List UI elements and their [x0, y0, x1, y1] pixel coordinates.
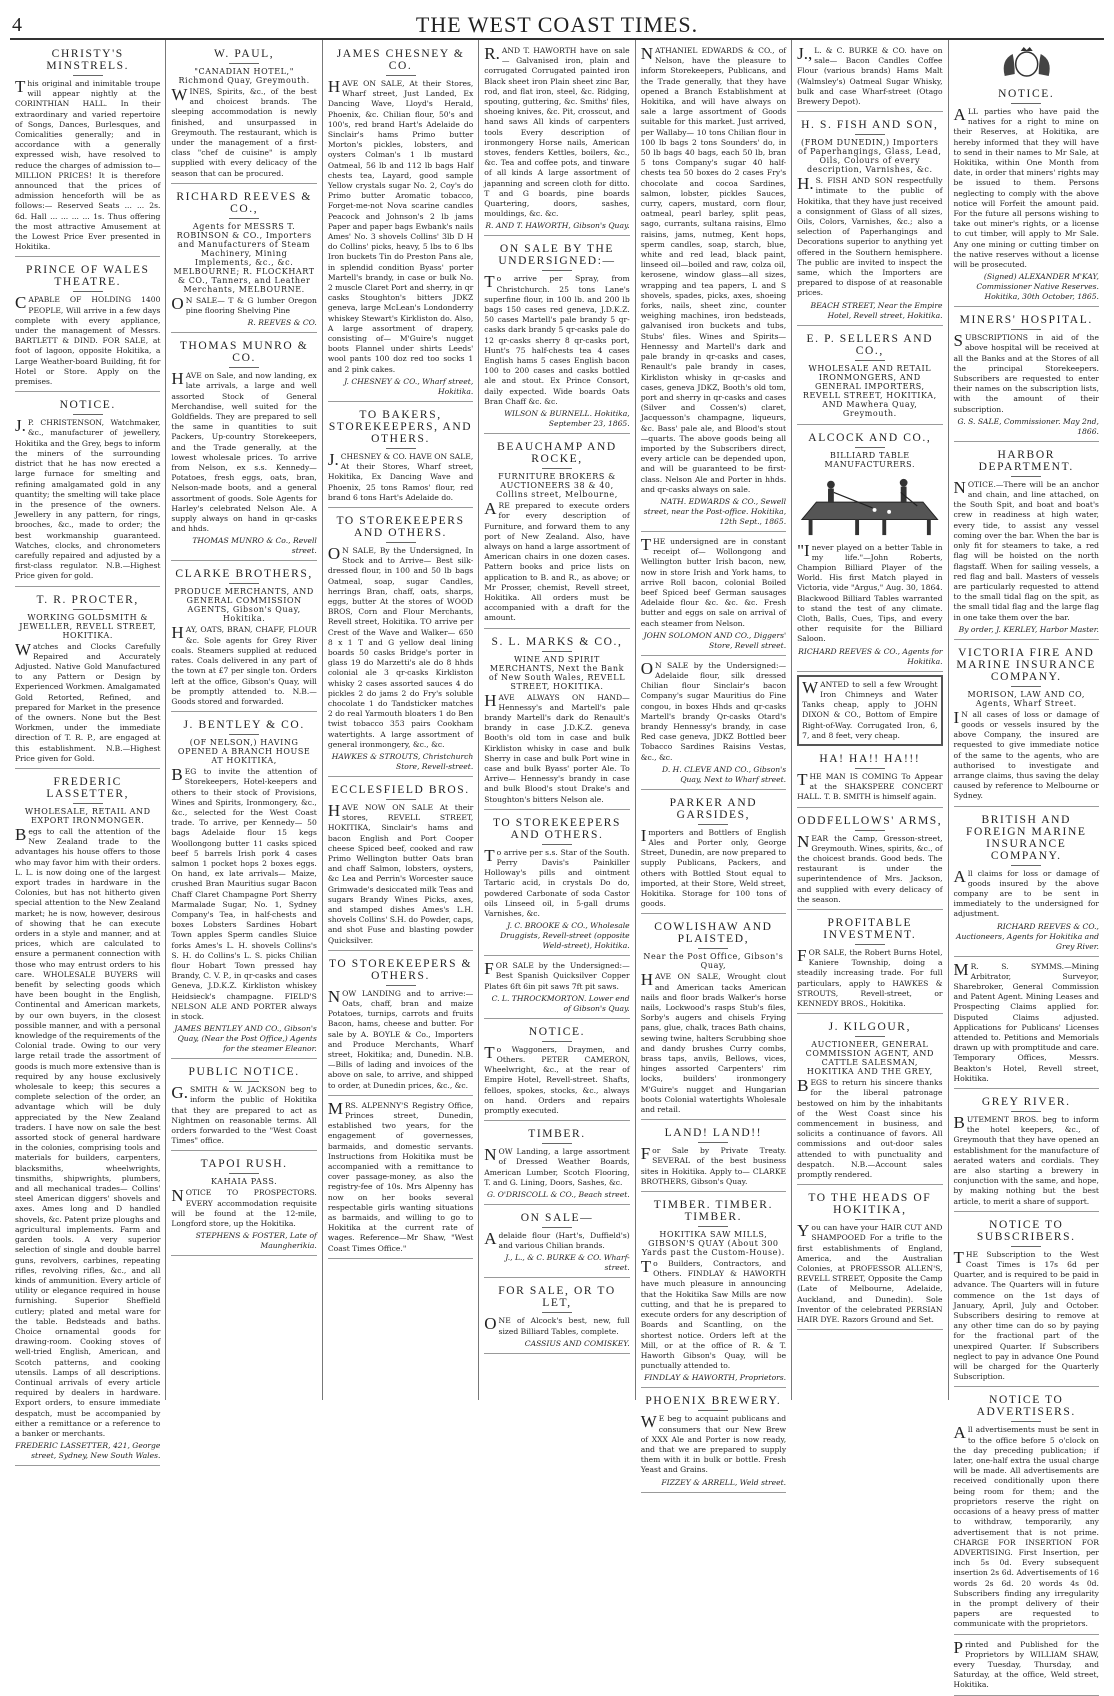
ad-body: HAVE ALWAYS ON HAND— Hennessy's and Martell's pale brandy Martell's dark do Renault's brandy in case J.D.K.Z. geneva Booth's old tom in case and bulk Kirkliston whisky in case and bulk Sherry in case and bulk Port wine in case and bulk Byass' porter Ale. To Arrive— Hennessy's brandy in case and bulk Blood's stout Drake's and Stoughton's bitters Nelson ale.: [484, 690, 630, 804]
ad-body: HAVE NOW ON SALE At their stores, REVELL STREET, HOKITIKA, Sinclair's hams and bacon English and Port Cooper cheese Spiced beef, cooked and raw Primo Wellington butter Oats bran and chaff Salmon, lobsters, oysters, &c Lea and Perrin's Worcester sauce Grimwade's desiccated milk Teas and sugars Brandy Wines Picks, axes, and stamped dishes Ames's L.H. shovels Collins' S.H. do Powder, caps, and shot Fuse and blasting powder Quicksilver.: [327, 800, 474, 945]
ad-heading: ECCLESFIELD BROS.: [331, 783, 470, 796]
advertisement: [171, 1154, 316, 1256]
billiard-table-illustration: [797, 472, 942, 540]
ad-heading: T. R. PROCTER,: [36, 593, 139, 606]
advertisement: [15, 772, 160, 1466]
advertisement: [328, 44, 473, 402]
divider: [386, 985, 416, 986]
ad-signature: FIZZEY & ARRELL, Weld street.: [661, 1477, 787, 1487]
advertisement: [15, 260, 160, 392]
ad-heading: FREDERIC LASSETTER,: [46, 775, 130, 800]
divider: [542, 1227, 572, 1228]
divider: [542, 1041, 572, 1042]
ad-body: ARE prepared to execute orders for every description of Furniture, and forward them to any port of New Zealand. Also, have always on hand a large assortment of American chairs in one dozen cases. Pattern books and price lists on application to B. and R., as above; or Mr Prosser, chemist, Revell street, Hokitika. All orders must be accompanied with a draft for the amount.: [484, 499, 630, 623]
ad-body: H.S. FISH AND SON respectfully intimate to the public of Hokitika, that they have just received a consignment of Glass of all sizes, Oils, Colors, Varnishes, &c.; also a selection of Paperhangings and Decorations superior to anything yet offered in the Southern hemisphere. The public are invited to inspect the same, which the Importers are prepared to dispose of at reasonable prices.: [797, 174, 943, 298]
divider: [855, 830, 885, 831]
ad-body: FOR SALE by the Undersigned:— Best Spanish Quicksilver Copper Plates 6ft 6in pit saws 7ft pit saws.: [484, 959, 630, 991]
ad-heading: JAMES CHESNEY & CO.: [336, 48, 465, 72]
divider: [386, 75, 416, 76]
divider: [855, 447, 885, 448]
ad-body: ON SALE, By the Undersigned, In Stock and to Arrive— Best silk-dressed flour, in 100 and 50 lb bags Oatmeal, soap, sugar Candles, herrings Bran, chaff, oats, sharps, eggs, butter At the stores of WOOD BROS, Corn and Flour Merchants, Revell street, Hokitika. TO arrive per Crest of the Wave and Walker— 650 8 x 1 T and G yellow deal lining boards 50 casks Bridge's porter in glass 19 do Marzetti's ale do 8 hhds colonial ale 3 qr-casks Kirkliston whisky 2 cases assorted sauces 4 do pickles 2 do jams 2 do Fry's soluble chocolate 1 do Tandsticker matches 2 do real Yarmouth bloaters 1 do Ben twist tobacco 353 pairs Cookham watertights. A large assortment of general ironmongery, &c., &c.: [327, 543, 474, 749]
ad-heading: COWLISHAW AND PLAISTED,: [654, 921, 773, 946]
divider: [698, 948, 728, 949]
column-2: [166, 40, 322, 1400]
advertisement: [954, 1390, 1099, 1634]
ad-body: All advertisements must be sent in to the office before 5 o'clock on the day preceding publication; if later, one-half extra the usual charge will be made. All advertisements are received conditionally upon there being room for them; and the proprietors reserve the right on occasions of a heavy press of matter to withdraw, temporarily, any advertisement that is not prime. CHARGE FOR INSERTION FOR ADVERTISING. First Insertion, per inch 5s 0d. Every subsequent insertion 2s 6d. Advertisements of 16 words 2s 6d. 20 words 4s 0d. Subscribers finding any irregularity in the prompt delivery of their papers are requested to communicate with the proprietors.: [953, 1423, 1099, 1629]
ad-heading: ALCOCK AND CO.,: [808, 431, 932, 444]
ad-body: HAY, OATS, BRAN, CHAFF, FLOUR &c. Sole agents for Grey River coals. Steamers supplied at reduced rates. Coals delivered in any part of the town at £7 per single ton. Orders left at the office, Gibson's Quay, will be promptly attended to. N.B.—Goods stored and forwarded.: [171, 623, 317, 706]
ad-heading: HA! HA!! HA!!!: [819, 752, 921, 765]
ad-body: ALL parties who have paid the natives for a right to mine on their Reserves, at Hokitika, are hereby informed that they will have to send in their names to Mr Sale, at Hokitika, within One Month from date, in order that miners' rights may be issued to them. Persons neglecting to comply with the above notice will Forfeit the amount paid. For the future all persons wishing to take out miner's rights, or a license to cut timber, will apply to Mr Sale. Any one mining or cutting timber on the native reserves without a license will be prosecuted.: [953, 105, 1099, 270]
ad-subheading: WORKING GOLDSMITH & JEWELLER, REVELL STREET, HOKITIKA.: [19, 612, 157, 640]
advertisement: [797, 811, 942, 910]
divider: [1011, 686, 1041, 687]
ad-signature: (Signed) ALEXANDER M'KAY, Commissioner Native Reserves. Hokitika, 30th October, 1865.: [976, 272, 1099, 302]
ad-heading: VICTORIA FIRE AND MARINE INSURANCE COMPANY.: [956, 646, 1097, 683]
advertisement: [641, 659, 786, 790]
ad-body: THE undersigned are in constant receipt of— Wollongong and Wellington butter Irish bacon, new, now in store Irish and York hams, to arrive Roll bacon, colonial Boiled beef Spiced beef German sausages Adelaide flour &c. &c. &c. Fresh butter and eggs on sale on arrival of each steamer from Nelson.: [640, 534, 787, 628]
ad-body: To Waggoners, Draymen, and Others. PETER CAMERON, Wheelwright, &c., at the rear of Empire Hotel, Revell-street. Shafts, felloes, spokes, stocks, &c., always on hand. Orders and repairs promptly executed.: [484, 1042, 630, 1116]
ad-signature: HAWKES & STROUTS, Christchurch Store, Revell-street.: [331, 751, 474, 771]
advertisement: [641, 1391, 786, 1492]
divider: [698, 1226, 728, 1227]
ad-body: MR. S. SYMMS.—Mining Arbitrator, Surveyor, Sharebroker, General Commission and Patent Agent. Mining Leases and Prospecting Claims applied for. Disputed Claims adjusted. Applications for Publicans' Licenses attended to. Petitions and Memorials drawn up with promptitude and care. Temporary Offices, Messrs. Beakton's Hotel, Revell street, Hokitika.: [953, 959, 1099, 1083]
ad-signature: NATH. EDWARDS & CO., Sewell street, near the Post-office. Hokitika, 12th Sept., 1865.: [643, 496, 787, 526]
divider: [542, 1143, 572, 1144]
ad-subheading: MORISON, LAW AND CO, Agents, Wharf Street.: [967, 689, 1086, 708]
ad-signature: By order, J. KERLEY, Harbor Master.: [958, 624, 1099, 634]
ad-heading: TO THE HEADS OF HOKITIKA,: [808, 1192, 932, 1217]
advertisement: [15, 395, 160, 586]
divider: [1011, 476, 1041, 477]
ad-heading: J. BENTLEY & CO.: [183, 719, 305, 732]
advertisement: [328, 780, 473, 951]
advertisement: [484, 959, 629, 1019]
ad-subheading: FURNITURE BROKERS & AUCTIONEERS 38 & 40, Collins street, Melbourne,: [496, 472, 618, 500]
ad-body: NOW LANDING and to arrive:— Oats, chaff, bran and maize Potatoes, turnips, carrots and fruits Bacon, hams, cheese and butter. For sale by A. BOYLE & Co., Importers and Produce Merchants, Wharf street, Hokitika; and, Dunedin. N.B.—Bills of lading and invoices of the above on sale, to arrive, and shipped to order, at Dunedin prices, &c., &c.: [327, 986, 474, 1090]
ad-body: THE MAN IS COMING To Appear at the SHAKSPERE CONCERT HALL. T. B. SMITH is himself again.: [797, 769, 943, 802]
advertisement: [484, 437, 629, 628]
ad-body: WE beg to acquaint publicans and consumers that our New Brew of XXX Ale and Porter is now ready, and that we are prepared to supply them with it in bulk or bottle. Fresh Yeast and Grains.: [640, 1412, 787, 1475]
divider: [73, 291, 103, 292]
ad-heading: TAPOI RUSH.: [200, 1158, 288, 1171]
ad-body: ONE of Alcock's best, new, full sized Billiard Tables, complete.: [484, 1314, 630, 1336]
advertisement: [484, 239, 629, 434]
advertisement: [641, 1123, 786, 1192]
advertisement: [171, 715, 316, 1059]
columns: [10, 40, 1104, 1690]
advertisement: [15, 590, 160, 769]
advertisement: [484, 1281, 629, 1353]
divider: [229, 1173, 259, 1174]
ad-heading: TO STOREKEEPERS & OTHERS.: [329, 957, 473, 982]
ad-heading: FOR SALE, OR TO LET,: [498, 1285, 616, 1310]
ad-body: FOR SALE, the Robert Burns Hotel, Kaniere Township, doing a steadily increasing trade. For full particulars, apply to HAWKES & STROUTS, Revell-street, or KENNEDY BROS., Hokitika.: [797, 945, 943, 1008]
ad-heading: CHRISTY'S MINSTRELS.: [46, 48, 130, 72]
divider: [542, 1312, 572, 1313]
divider: [73, 803, 103, 804]
advertisement: [954, 643, 1099, 807]
ad-heading: TO STOREKEEPERS AND OTHERS.: [492, 816, 621, 841]
advertisement: [328, 1099, 473, 1259]
advertisement: [954, 310, 1099, 442]
advertisement: [797, 44, 942, 112]
divider: [698, 1410, 728, 1411]
ad-signature: WILSON & BURNELL. Hokitika, September 23, 1865.: [504, 409, 630, 429]
ad-signature: G. S. SALE, Commissioner. May 2nd, 1866.: [957, 416, 1099, 436]
advertisement: [797, 428, 942, 672]
column-7: [949, 40, 1104, 1690]
ad-body: BUTEMENT BROS. beg to inform the hotel keepers, &c., of Greymouth that they have opened an establishment for the manufacture of aerated waters and cordials. They are also starting a brewery in conjunction with the same, and hope, by making nothing but the best article, to merit a share of support.: [953, 1113, 1099, 1206]
advertisement: [797, 1188, 942, 1330]
ad-signature: FREDERIC LASSETTER, 421, George street, Sydney, New South Wales.: [15, 1441, 161, 1461]
ad-subheading: WINE AND SPIRIT MERCHANTS, Next the Bank of New South Wales, REVELL STREET, HOKITIKA.: [488, 654, 626, 691]
ad-body: BEG to invite the attention of Storekeepers, Hotel-keepers and others to their stock of Provisions, Wines and Spirits, Ironmongery, &c., &c., selected for the West Coast trade. To arrive, per Kennedy— 50 bags Adelaide flour 15 kegs Woollongong butter 11 casks spiced beef 5 barrels Irish pork 4 cases salmon 1 pocket hops 2 boxes eggs. On hand, ex late arrivals— Maize, crushed Bran Mauritius sugar Bacon Chaff Claret Champagne Port Sherry Marmalade Sugar, No. 1, Sydney Company's Tea, in half-chests and boxes Lobsters Sardines Hobart Town apples Sperm candles Sluice forks Ames's L. H. shovels Collins's S. H. do Collins's L. S. picks Chilian flour Hobart Town pressed hay Brandy, C. V. P., in qr-casks and cases Geneva, J.D.K.Z. Kirkliston whiskey Heidsieck's champagne. FIELD'S NELSON ALE AND PORTER always in stock.: [171, 765, 317, 1021]
ad-subheading: Near the Post Office, Gibson's Quay,: [643, 952, 784, 971]
divider: [229, 583, 259, 584]
ad-heading: ON SALE BY THE UNDERSIGNED:—: [498, 243, 616, 268]
advertisement: [797, 749, 942, 808]
ad-subheading: BILLIARD TABLE MANUFACTURERS.: [824, 450, 916, 469]
ad-signature: J. CHESNEY & CO., Wharf street, Hokitika.: [344, 376, 474, 396]
ad-signature: C. L. THROCKMORTON. Lower end of Gibson's Quay.: [491, 993, 630, 1013]
ad-heading: NOTICE TO SUBSCRIBERS.: [976, 1218, 1076, 1243]
advertisement: [641, 917, 786, 1120]
ad-heading: TO BAKERS, STOREKEEPERS, AND OTHERS.: [328, 408, 473, 445]
divider: [1011, 1421, 1041, 1422]
advertisement: [171, 187, 316, 333]
ad-body: J.CHESNEY & CO. HAVE ON SALE, At their Stores, Wharf street, Hokitika, Ex Dancing Wave and Phoenix, 25 tons Ramos' flour, red brand 6 tons Hart's Adelaide do.: [327, 449, 474, 502]
advertisement: [954, 84, 1099, 307]
column-3: [323, 40, 479, 1400]
ad-heading: PUBLIC NOTICE.: [188, 1066, 300, 1079]
ad-subheading: (OF NELSON,) HAVING OPENED A BRANCH HOUSE AT HOKITIKA,: [177, 738, 311, 766]
ad-body: ON SALE by the Undersigned:— Adelaide flour, silk dressed Chilian flour Sinclair's bacon Company's sugar Mauritius do Fine congou, in boxes Hhds and qr-casks Martell's brandy Qr-casks Otard's brandy Hennessy's brandy, in case Red case geneva, JDKZ Bottled beer Tobacco Sardines Raisins Vestas, &c., &c.: [640, 658, 787, 762]
divider: [73, 609, 103, 610]
advertisement: [641, 793, 786, 915]
ad-body: "Inever played on a better Table in my life."—John Roberts, Champion Billiard Player of the World. His first Match played in Victoria, vide "Argus," Aug. 30, 1864. Blackwood Billiard Tables warranted to stand the test of any climate. Cloth, Balls, Cues, Tips, and every other requisite for the Billiard Saloon.: [797, 540, 943, 644]
divider: [229, 734, 259, 735]
advertisement: [484, 44, 629, 236]
advertisement: [484, 1208, 629, 1278]
column-4: [479, 40, 635, 1400]
ad-signature: BEACH STREET, Near the Empire Hotel, Revell street, Hokitika.: [810, 300, 943, 320]
divider: [1011, 865, 1041, 866]
advertisement: [954, 960, 1099, 1089]
ad-body: You can have your HAIR CUT AND SHAMPOOED For a trifle to the first establishments of England, America, and the Australian Colonies, at PROFESSOR ALLEN'S, REVELL STREET, Opposite the Camp (Late of Melbourne, Adelaide, Auckland, and Dunedin). Sole Inventor of the celebrated PERSIAN HAIR DYE. Razors Ground and Set.: [797, 1221, 943, 1325]
advertisement: [954, 1638, 1099, 1696]
advertisement: [171, 564, 316, 712]
divider: [855, 1219, 885, 1220]
ad-heading: BEAUCHAMP AND ROCKE,: [497, 441, 617, 466]
divider: [698, 824, 728, 825]
advertisement: [641, 1195, 786, 1388]
ad-body: All claims for loss or damage of goods insured by the above company are to be sent in immediately to the undersigned for adjustment.: [953, 866, 1099, 919]
ad-subheading: WHOLESALE AND RETAIL IRONMONGERS, AND GENERAL IMPORTERS, REVELL STREET, HOKITIKA, AND Mawhera Quay, Greymouth.: [802, 363, 937, 418]
divider: [1011, 329, 1041, 330]
ad-subheading: HOKITIKA SAW MILLS, GIBSON'S QUAY (About 300 Yards past the Custom-House).: [641, 1230, 785, 1258]
ad-heading: HARBOR DEPARTMENT.: [978, 448, 1074, 473]
ad-heading: TIMBER. TIMBER. TIMBER.: [653, 1199, 774, 1224]
ad-body: J.P. CHRISTENSON, Watchmaker, &c., manufacturer of jewellery, Hokitika and the Grey, begs to inform the miners of the surrounding district that he has now erected a large furnace for smelting and refining amalgamated gold in any quantity; the smelting will take place in the presence of the owners. Jewellery in any pattern, for rings, brooches, &c., made to order; the best workmanship guaranteed. Watches, clocks, and chronometers carefully repaired and adjusted by a first-class regulator. N.B.—Highest Price given for gold.: [15, 416, 161, 581]
divider: [542, 468, 572, 469]
divider: [855, 134, 885, 135]
ad-body: Importers and Bottlers of English Ales and Porter only, George Street, Dunedin, are now prepared to supply Publicans, Packers, and others with Bottled Stout equal to imported, at their Store, Weld street, Hokitika. Storage for 100 tons of goods.: [640, 825, 787, 909]
ad-signature: D. H. CLEVE AND CO., Gibson's Quay, Next to Wharf street.: [662, 764, 787, 784]
advertisement: [797, 1017, 942, 1185]
ad-subheading: AUCTIONEER, GENERAL COMMISSION AGENT, AND CATTLE SALESMAN, HOKITIKA AND THE GREY,: [805, 1040, 934, 1077]
ad-subheading: KAHAIA PASS.: [210, 1177, 278, 1187]
ad-signature: J. C. BROOKE & CO., Wholesale Druggists, Revell-street (opposite Weld-street), Hokitika.: [500, 921, 630, 951]
royal-crest-icon: [954, 46, 1099, 80]
ad-signature: RICHARD REEVES & CO., Auctioneers, Agents for Hokitika and Grey River.: [955, 921, 1099, 951]
ad-signature: JOHN SOLOMON AND CO., Diggers' Store, Revell street.: [643, 630, 787, 650]
ad-subheading: PRODUCE MERCHANTS, AND GENERAL COMMISSION AGENTS, Gibson's Quay, Hokitika.: [174, 587, 314, 624]
ad-body: CAPABLE OF HOLDING 1400 PEOPLE, Will arrive in a few days complete with every appliance, under the management of Messrs. BARTLETT & DIND. FOR SALE, at foot of lagoon, opposite Hokitika, a Large Weather-board Building, fit for Hotel or Store. Apply on the premises.: [15, 293, 161, 387]
divider: [542, 651, 572, 652]
advertisement: [171, 336, 316, 561]
ad-body: For Sale by Private Treaty. SEVERAL of the best business sites in Hokitika. Apply to— CLARKE BROTHERS, Gibson's Quay.: [640, 1144, 787, 1186]
advertisement: [484, 632, 629, 810]
advertisement: [328, 954, 473, 1096]
ad-heading: PHOENIX BREWERY.: [645, 1395, 782, 1408]
ad-heading: E. P. SELLERS AND CO.,: [806, 332, 934, 357]
ad-signature: G. O'DRISCOLL & CO., Beach street.: [487, 1190, 630, 1200]
divider: [386, 448, 416, 449]
divider: [1011, 1111, 1041, 1112]
ad-body: NOW Landing, a large assortment of Dressed Weather Boards, American Lumber, Scotch Flooring, T. and G. Lining, Doors, Sashes, &c.: [484, 1145, 630, 1187]
divider: [698, 1142, 728, 1143]
advertisement: [797, 675, 942, 746]
advertisement: [484, 813, 629, 956]
ad-body: Printed and Published for the Proprietors by WILLIAM SHAW, every Tuesday, Thursday, and Saturday, at the office, Weld street, Hokitika.: [953, 1637, 1099, 1690]
divider: [386, 542, 416, 543]
advertisement: [171, 1062, 316, 1151]
ad-heading: NOTICE TO ADVERTISERS.: [976, 1394, 1076, 1419]
ad-body: WINES, Spirits, &c., of the best and choicest brands. The sleeping accommodation is newly finished, and unsurpassed in Greymouth. The restaurant, which is under the management of a first-class "chef de cuisine" is amply supplied with every delicacy of the season that can be procured.: [171, 85, 317, 178]
divider: [73, 75, 103, 76]
ad-signature: R. REEVES & CO.: [247, 318, 317, 328]
ad-body: NOTICE TO PROSPECTORS. EVERY accommodation requisite will be found at the 12-mile, Longford store, up the Hokitika.: [171, 1186, 317, 1229]
ad-body: Begs to call the attention of the New Zealand trade to the advantages his house offers to those who may favor him with their orders. L. L. is now doing one of the largest export trades in hardware in the Colonies, but has not hitherto given special attention to the New Zealand market; he is now, however, desirous of showing that he can execute orders in a style and manner, and at prices, which are calculated to ensure a permanent connection with those who may entrust orders to his care. WHOLESALE BUYERS will benefit by selecting goods which have been bought in the English, Continental and American markets, by our own buyers, in the closest possible manner, and with a personal knowledge of the requirements of the Colonial trade. Owing to our very large retail trade the assortment of goods is much more extensive than is required by any house exclusively wholesale to keep; this secures a complete selection of the order, an advantage which will be duly appreciated by the New Zealand traders. I have now on sale the best assorted stock of general hardware in the colonies, comprising tools and materials for builders, carpenters, blacksmiths, wheelwrights, tinsmiths, shipwrights, plumbers, and all mechanical trades— Collins' steel American diggers' shovels and axes. Ames long and D handled shovels, &c. Patent prize ploughs and agricultural implements. Farm and garden tools. A very superior selection of single and double barrel guns, revolvers, carbines, repeating rifles, revolving rifles, &c., and all kinds of ammunition. Every article of utility or elegance required in house furnishing. Superior Sheffield cutlery; plated and metal ware for the table. Bedsteads and baths. Choice ornamental goods for drawing-room. Cooking stoves of well-tried English, American, and Scotch patterns, and cooking utensils. Lamps of all descriptions. Continual arrivals of every article required by dealers in hardware. Export orders, to ensure immediate despatch, must be accompanied by either a remittance or a reference to a banker or merchants.: [15, 824, 161, 1438]
advertisement: [328, 511, 473, 777]
divider: [229, 367, 259, 368]
ad-body: To arrive per Spray, from Christchurch. 25 tons Lane's superfine flour, in 100 lb. and 200 lb bags 150 cases red geneva, J.D.K.Z. 50 cases Martell's pale brandy 5 qr-casks dark brandy 5 qr-casks pale do 12 qr-casks sherry 8 qr-casks port, Hunt's 75 half-chests tea 4 cases English hams 5 cases English bacon 100 to 200 cases and casks bottled ale and stout. Ex Prince Consort, daily expected. Wide boards Oats Bran Chaff &c. &c.: [484, 272, 630, 406]
advertisement: [484, 1022, 629, 1121]
divider: [73, 414, 103, 415]
divider: [855, 360, 885, 361]
advertisement: [954, 1092, 1099, 1212]
ad-heading: PROFITABLE INVESTMENT.: [823, 916, 917, 941]
ad-heading: J. KILGOUR,: [828, 1021, 912, 1034]
ad-heading: H. S. FISH AND SON,: [801, 119, 939, 132]
ad-body: IN all cases of loss or damage of goods or vessels insured by the above Company, the insured are requested to give immediate notice of the same to the agents, who are authorised to investigate and arrange claims, thus saving the delay caused by reference to Melbourne or Sydney.: [953, 707, 1099, 801]
ad-signature: THOMAS MUNRO & Co., Revell street.: [192, 536, 317, 556]
advertisement: [954, 810, 1099, 957]
divider: [1011, 1246, 1041, 1247]
advertisement: [328, 405, 473, 508]
advertisement: [641, 535, 786, 656]
ad-signature: RICHARD REEVES & CO., Agents for Hokitika.: [798, 646, 943, 666]
divider: [1011, 103, 1041, 104]
advertisement: [954, 1215, 1099, 1388]
ad-body: Adelaide flour (Hart's, Duffield's) and various Chilian brands.: [484, 1229, 630, 1251]
ad-body: R.AND T. HAWORTH have on sale— Galvanised iron, plain and corrugated Corrugated painted iron Black sheet iron Plain sheet zinc Bar, rod, and flat iron, steel, &c. Ridging, spouting, guttering, &c. Smiths' files, shoeing knives, &c. Pit, crosscut, and hand saws All kinds of carpenters tools Every description of ironmongery Horse nails, American stoves, fenders Kettles, boilers, &c., &c. Tea and coffee pots, and tinware of all kinds A large assortment of japanning and screen cloth for ditto. T and G boards, pine boards Quartering, doors, sashes, mouldings, &c. &c.: [484, 44, 630, 219]
column-5: [636, 40, 792, 1487]
ad-heading: BRITISH AND FOREIGN MARINE INSURANCE COMPANY.: [966, 813, 1087, 862]
ad-subheading: "CANADIAN HOTEL," Richmond Quay, Greymouth.: [178, 67, 310, 85]
ad-heading: NOTICE.: [528, 1025, 586, 1038]
ad-subheading: Agents for MESSRS T. ROBINSON & CO., Importers and Manufacturers of Steam Machinery, Mining Implements, &c., &c. MELBOURNE; R. FLOCKHART & CO., Tanners, and Leather Merchants, MELBOURNE.: [173, 221, 315, 294]
divider: [855, 768, 885, 769]
ad-heading: S. L. MARKS & CO.,: [491, 635, 623, 648]
ad-heading: GREY RIVER.: [981, 1096, 1071, 1108]
ad-body: MRS. ALPENNY'S Registry Office, Princes street, Dunedin, established two years, for the engagement of governesses, barmaids, and domestic servants. Instructions from Hokitika must be accompanied with a remittance to cover passage-money, as also the registry-fee of 10s. Mrs Alpenny has now on her books several respectable girls wanting situations as barmaids, and willing to go to Hokitika at the current rate of wages. Reference—Mr Shaw, "West Coast Times Office.": [327, 1098, 474, 1253]
ad-body: ON SALE— T & G lumber Oregon pine flooring Shelving Pine: [171, 293, 317, 316]
ad-heading: THOMAS MUNRO & CO.: [179, 340, 309, 365]
ad-heading: PARKER AND GARSIDES,: [669, 796, 758, 821]
ad-body: SUBSCRIPTIONS in aid of the above hospital will be received at all the Banks and at the Stores of all the principal Storekeepers. Subscribers are requested to enter their names on the subscription lists, with the amount of their subscription.: [953, 331, 1099, 414]
ad-subheading: WHOLESALE, RETAIL AND EXPORT IRONMONGER.: [24, 806, 151, 825]
ad-body: This original and inimitable troupe will appear nightly at the CORINTHIAN HALL. In their extraordinary and varied repertoire of Songs, Dances, Burlesques, and Comicalities generally; and in accordance with a generally expressed wish, have resolved to reduce the charges of admission to— MILLION PRICES! It is therefore announced that the prices of admission henceforth will be as follows:— Reserved Seats ... ... 2s. 6d. Hall ... ... ... ... 1s. Thus offering the most attractive Amusement at the Lowest Price Ever presented in Hokitika.: [15, 77, 161, 252]
divider: [229, 63, 259, 64]
ad-signature: J., L., & C. BURKE & CO. Wharf-street.: [505, 1253, 630, 1273]
advertisement: [484, 1124, 629, 1205]
divider: [855, 944, 885, 945]
column-6: [792, 40, 948, 1400]
ad-body: THE Subscription to the West Coast Times is 17s 6d per Quarter, and is required to be paid in advance. The Quarters will in future commence on the 1st days of January, April, July and October. Subscribers desiring to remove at any other time can do so by paying for the fractional part of the unexpired Quarter. If Subscribers neglect to pay in advance One Pound will be charged for the Quarterly Subscription.: [953, 1247, 1099, 1382]
advertisement: [954, 445, 1099, 640]
divider: [542, 844, 572, 845]
advertisement: [797, 913, 942, 1014]
ad-body: HAVE ON SALE, Wrought clout and American tacks American nails and floor brads Walker's horse nails, Lockwood's rasps Stub's files, Sorby's augers and chisels Frying pans, glue, chalk, traces Bath chains, sewing twine, halters Scrubbing shoe and dandy brushes Curry combs, brass taps, anvils, Bellows, vices, hinges assorted Carpenters' rim locks, builders' ironmongery M'Guire's nugget and Hungarian boots Colonial watertights Wholesale and retail.: [640, 970, 787, 1115]
masthead: [10, 8, 1104, 40]
ad-body: NEAR the Camp, Gresson-street, Greymouth. Wines, spirits, &c., of the choicest brands. Good beds. The restaurant is under the superintendence of Mrs. Jackson, and supplied with every delicacy of the season.: [797, 831, 943, 904]
ad-heading: PRINCE OF WALES THEATRE.: [25, 264, 150, 289]
ad-heading: NOTICE.: [998, 88, 1055, 100]
ad-heading: NOTICE.: [59, 399, 116, 412]
advertisement: [15, 44, 160, 257]
divider: [542, 270, 572, 271]
divider: [229, 1081, 259, 1082]
ad-subheading: (FROM DUNEDIN,) Importers of Paperhangings, Glass, Lead, Oils, Colours of every description, Varnishes, &c.: [798, 138, 942, 175]
ad-body: HAVE ON SALE, At their Stores, Wharf street, Just Landed, Ex Dancing Wave, Lloyd's Herald, Phoenix, &c. Chilian flour, 50's and 100's, red brand Hart's Adelaide do Sinclair's hams Primo butter Morton's pickles, lobsters, and oysters Colman's 1 lb mustard Oatmeal, 56 lb and 112 lb bags Half chests tea, Layard, good sample Yellow crystals sugar No. 2, Coy's do Primo butter Aromatic tobacco, Forget-me-not Nova scarine candles Peacock and Johnson's 2 lb jams Paper and paper bags Ewbank's nails Ames' No. 3 shovels Collins' 3lb D H do Collins' picks, heavy, 5 lbs to 6 lbs Iron buckets Tin do Preston Pans ale, in splendid condition Byass' porter Martell's brandy, in case or bulk No. 2 muscle Claret Port and sherry, in qr casks Stoughton's bitters JDKZ geneva, large McLean's Londonderry whiskey Stewart's Kirkliston do. Also, A large assortment of drapery, consisting of— M'Guire's nugget boots Flannel under shirts Leeds' wool pants 100 doz red too socks 1 and 2 pink cakes.: [327, 77, 474, 374]
ad-body: HAVE on Sale, and now landing, ex late arrivals, a large and well assorted Stock of General Merchandise, well suited for the Goldfields. They are prepared to sell the same in quantities to suit Packers, Up-country Storekeepers, and the Trade generally, at the lowest wholesale prices. To arrive from Nelson, ex s.s. Kennedy—Potatoes, fresh eggs, oats, bran, Nelson-made boots, and a general assortment of goods. Sole Agents for Harley's celebrated Nelson Ale. A supply always on hand in qr-casks and hhds.: [171, 369, 317, 534]
ad-heading: CLARKE BROTHERS,: [175, 568, 313, 581]
newspaper-title: THE WEST COAST TIMES.: [415, 12, 699, 37]
ad-body: NOTICE.—There will be an anchor and chain, and line attached, on the South Spit, and boat and boat's crew in readiness at high water, every tide, to assist any vessel coming over the bar. When the bar is only fit for steamers to take, a red flag will be hoisted on the north flagstaff. When for sailing vessels, a red flag and ball. Masters of vessels are particularly requested to attend to the small tidal flag on the spit, as the small tidal flag and the large flag in one take them over the bar.: [953, 477, 1099, 622]
ad-signature: STEPHENS & FOSTER, Late of Maungherikia.: [195, 1231, 317, 1251]
ad-body: G.SMITH & W. JACKSON beg to inform the public of Hokitika that they are prepared to act as Nightmen on reasonable terms. All orders forwarded to the "West Coast Times" office.: [171, 1083, 317, 1146]
ad-body: BEGS to return his sincere thanks for the liberal patronage bestowed on him by the inhabitants of the West Coast since his commencement in business, and solicits a continuance of favors. All commissions and out-door sales attended to with punctuality and despatch. N.B.—Account sales promptly rendered.: [797, 1076, 943, 1179]
ad-signature: R. AND T. HAWORTH, Gibson's Quay.: [485, 221, 630, 231]
ad-heading: LAND! LAND!!: [664, 1127, 763, 1140]
advertisement: [797, 115, 942, 325]
ad-body: WANTED to sell a few Wrought Iron Chimneys and Water Tanks cheap, apply to JOHN DIXON & CO., Bottom of Empire Right-of-Way. Corrugated Iron, 6, 7, and 8 feet, very cheap.: [802, 677, 938, 740]
ad-body: Watches and Clocks Carefully Repaired and Accurately Adjusted. Native Gold Manufactured to any Pattern or Design by Experienced Workmen. Amalgamated Gold Retorted, Refined, and prepared for Market in the presence of the owners. None but the Best Workmen, under the immediate direction of T. R. P., are engaged at this establishment. N.B.—Highest Price given for Gold.: [15, 639, 161, 763]
advertisement: [171, 44, 316, 184]
ad-body: J.,L. & C. BURKE & CO. have on sale— Bacon Candles Coffee Flour (various brands) Hams Malt (Walmsley's) Oatmeal Sugar Whisky, bulk and case Wharf-street (Otago Brewery Depot).: [797, 44, 943, 107]
column-1: [10, 40, 166, 1461]
ad-signature: CASSIUS AND COMISKEY.: [524, 1338, 630, 1348]
ad-heading: ODDFELLOWS' ARMS,: [797, 814, 943, 827]
ad-heading: MINERS' HOSPITAL.: [959, 314, 1093, 327]
ad-body: To Builders, Contractors, and Others. FINDLAY & HAWORTH have much pleasure in announcing that the Hokitika Saw Mills are now cutting, and that he is prepared to execute orders for any description of Boards and Scantling, on the shortest notice. Orders left at the Mill, or at the office of R. & T. Haworth Gibson's Quay, will be punctually attended to.: [640, 1257, 787, 1371]
ad-heading: RICHARD REEVES & CO.,: [176, 190, 312, 215]
advertisement: [797, 329, 942, 425]
ad-body: To arrive per s.s. Star of the South. Perry Davis's Painkiller Holloway's pills and ointment Tartaric acid, in crystals Do do, powdered Carbonate of soda Castor oils Linseed oil, in 5-gall drums Varnishes, &c.: [484, 845, 630, 918]
ad-signature: JAMES BENTLEY AND CO., Gibson's Quay, (Near the Post Office,) Agents for the steamer Eleanor.: [174, 1024, 317, 1054]
ad-body: NATHANIEL EDWARDS & CO., of Nelson, have the pleasure to inform Storekeepers, Publicans, and the Trade generally, that they have opened a Branch Establishment at Hokitika, and will have always on sale a large assortment of Goods suitable for this market. Just arrived, per Wallaby— 10 tons Chilian flour in 100 lb bags 2 tons Sounders' do, in 50 lb bags 40 bags, each 50 lb, bran 5 tons Company's sugar 40 half-chests tea 50 boxes do 2 cases Fry's chocolate and cocoa Sardines, salmon, lobster, pickles Sauces, curry, capers, mustard, corn flour, oatmeal, pearl barley, split peas, sago, currants, sultana raisins, Elmo raisins, jams, nutmeg, Kent hops, sperm candles, soap, starch, blue, white and red lead, black paint, linseed oil—boiled and raw, colza oil, kerosene, window glass—all sizes, wrapping and tea papers, L and S shovels, spades, picks, axes, shoeing forks, nails, sheet zinc, counter weighing machines, iron bedsteads, galvanised iron buckets and tubs, Stubs' files. Wines and Spirits—Hennessy and Martell's dark and pale brandy in qr-casks and cases, Renault's pale brandy in cases, Kirkliston whisky in qr-casks and cases, geneva JDKZ, Booth's old tom, port and sherry in qr-casks and cases (Silver and Cossen's) claret, Jacquesson's champagne, liqueurs, &c. Bass' pale ale, and Blood's stout—quarts. The above goods being all imported by the Subscribers direct, every article can be depended upon, and will be guaranteed to be first-class. Nelson Ale and Porter in hhds. and qr-casks always on sale.: [640, 44, 787, 494]
page-number: 4: [12, 14, 22, 36]
advertisement: [641, 44, 786, 532]
divider: [229, 218, 259, 219]
ad-heading: TIMBER.: [528, 1128, 586, 1141]
ad-heading: TO STOREKEEPERS AND OTHERS.: [336, 514, 465, 539]
ad-heading: W. PAUL,: [214, 48, 275, 60]
divider: [855, 1036, 885, 1037]
divider: [386, 799, 416, 800]
ad-signature: FINDLAY & HAWORTH, Proprietors.: [644, 1373, 787, 1383]
ad-heading: ON SALE—: [520, 1212, 594, 1225]
